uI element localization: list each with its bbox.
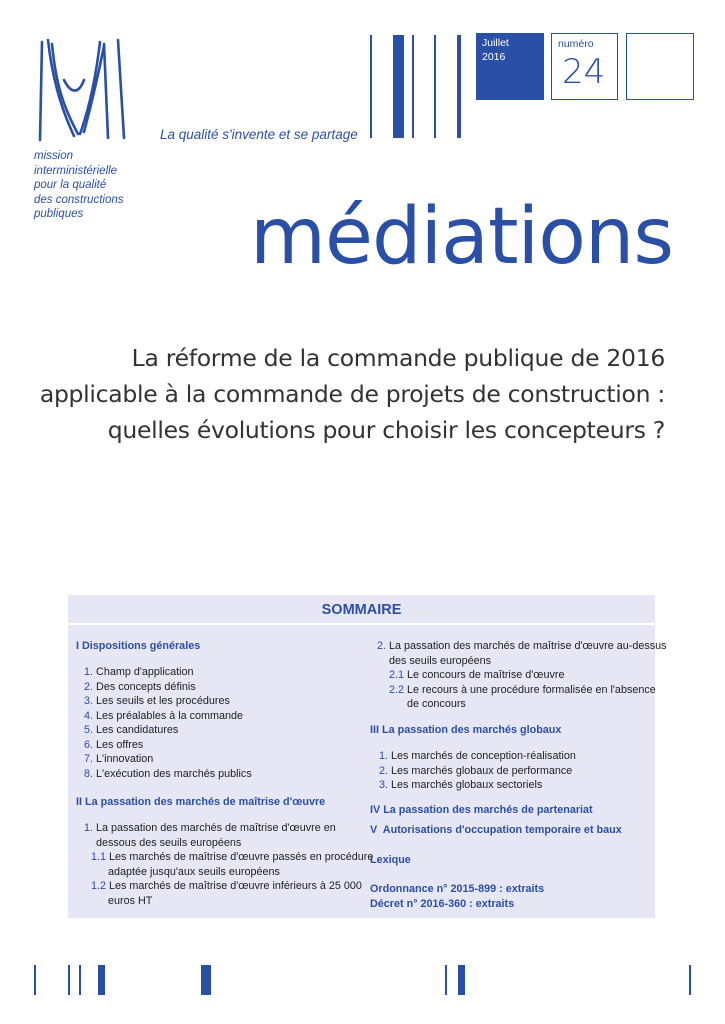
list-item	[84, 767, 252, 782]
issue-year: 2016	[482, 51, 506, 63]
list-item	[84, 665, 194, 680]
mission-line: pour la qualité	[34, 179, 107, 191]
item-label-cont: dessous des seuils européens	[96, 836, 242, 849]
tagline: La qualité s'invente et se partage	[160, 127, 358, 142]
list-item	[84, 723, 178, 738]
item-label: L'innovation	[96, 753, 154, 765]
list-item	[389, 668, 565, 683]
list-item	[84, 752, 153, 767]
mission-logo	[34, 36, 130, 146]
mission-line: publiques	[34, 208, 84, 220]
list-item	[84, 709, 243, 724]
item-number: 4.	[84, 709, 94, 722]
section-heading: III La passation des marchés globaux	[370, 724, 562, 736]
list-item	[84, 680, 196, 695]
issue-number-box	[551, 33, 618, 100]
item-label: Des concepts définis	[96, 680, 196, 693]
list-item	[379, 764, 572, 779]
mission-line: mission	[34, 150, 73, 162]
item-label: Les préalables à la commande	[96, 709, 244, 722]
sommaire-panel	[68, 625, 667, 918]
item-number: 6.	[84, 738, 94, 751]
section-heading: IV La passation des marchés de partenariat	[370, 804, 593, 816]
item-label: Les marchés globaux de performance	[391, 764, 573, 777]
decor-bar	[457, 35, 461, 138]
list-item	[377, 639, 667, 654]
item-label: Les candidatures	[96, 724, 179, 736]
issue-date	[476, 33, 544, 100]
decor-bar	[458, 965, 465, 995]
list-item	[91, 850, 373, 865]
section-heading: I Dispositions générales	[76, 640, 201, 652]
mission-line: interministérielle	[34, 164, 118, 177]
list-item	[389, 683, 656, 698]
item-label: Les marchés globaux sectoriels	[391, 779, 543, 791]
decor-bar	[79, 965, 81, 995]
section-heading: Ordonnance n° 2015-899 : extraits	[370, 883, 545, 895]
item-label: Le concours de maîtrise d'œuvre	[407, 669, 565, 681]
headline	[25, 340, 665, 448]
mission-line: des constructions	[34, 193, 124, 206]
item-label: Les seuils et les procédures	[96, 695, 230, 707]
item-number: 1.	[84, 666, 94, 678]
decor-bar	[434, 35, 436, 138]
sommaire-title: SOMMAIRE	[68, 595, 655, 625]
issue-month: Juillet	[482, 37, 509, 49]
decor-bar	[445, 965, 447, 995]
item-label: Le recours à une procédure formalisée en l'absence	[407, 683, 656, 696]
decor-bar	[370, 35, 372, 138]
list-item	[379, 749, 576, 764]
item-label: Les marchés de conception-réalisation	[391, 750, 576, 762]
section-heading: V Autorisations d'occupation temporaire et baux	[370, 824, 622, 836]
item-label: Les marchés de maîtrise d'œuvre passés en procédure	[109, 851, 374, 863]
section-heading: Décret n° 2016-360 : extraits	[370, 897, 515, 910]
item-label: Les offres	[96, 738, 144, 751]
item-label: La passation des marchés de maîtrise d'œuvre en	[96, 822, 336, 834]
decor-bar	[201, 965, 211, 995]
item-number: 2.	[379, 764, 389, 777]
issue-number-label: numéro	[558, 38, 594, 50]
mission-name	[34, 149, 154, 222]
item-label: Champ d'application	[96, 666, 194, 678]
item-number: 2.	[377, 640, 387, 652]
item-number: 3.	[84, 695, 94, 707]
item-number: 3.	[379, 779, 389, 791]
item-number: 1.	[379, 750, 389, 762]
item-label: La passation des marchés de maîtrise d'œuvre au-dessus	[389, 640, 667, 652]
item-number: 1.	[84, 822, 94, 834]
decor-bar	[689, 965, 691, 995]
decor-bar	[412, 35, 414, 138]
headline-line: quelles évolutions pour choisir les concepteurs ?	[107, 416, 665, 444]
list-item	[84, 738, 143, 753]
item-number: 1.2	[91, 880, 107, 892]
decor-bar	[393, 35, 404, 138]
item-number: 2.	[84, 680, 94, 693]
empty-box	[626, 33, 694, 100]
decor-bar	[98, 965, 105, 995]
item-label-cont: des seuils européens	[389, 654, 492, 667]
list-item	[84, 694, 230, 709]
list-item	[379, 778, 542, 793]
list-item	[91, 879, 362, 894]
item-label: L'exécution des marchés publics	[96, 767, 252, 780]
magazine-title: médiations	[250, 192, 673, 282]
item-label: Les marchés de maîtrise d'œuvre inférieurs à 25 000	[109, 880, 362, 892]
decor-bar	[68, 965, 70, 995]
section-heading: II La passation des marchés de maîtrise d'œuvre	[76, 796, 326, 808]
issue-number: 24	[562, 52, 606, 92]
item-number: 7.	[84, 753, 94, 765]
section-heading: Lexique	[370, 854, 411, 866]
item-label-cont: adaptée jusqu'aux seuils européens	[108, 865, 280, 878]
headline-line: applicable à la commande de projets de construction :	[39, 380, 665, 408]
item-number: 8.	[84, 767, 94, 780]
item-label-cont: de concours	[407, 698, 466, 710]
item-number: 2.1	[389, 669, 405, 681]
item-label-cont: euros HT	[108, 894, 153, 907]
headline-line: La réforme de la commande publique de 2016	[131, 344, 665, 372]
item-number: 5.	[84, 724, 94, 736]
item-number: 2.2	[389, 683, 405, 696]
decor-bar	[34, 965, 36, 995]
list-item	[84, 821, 336, 836]
item-number: 1.1	[91, 851, 107, 863]
